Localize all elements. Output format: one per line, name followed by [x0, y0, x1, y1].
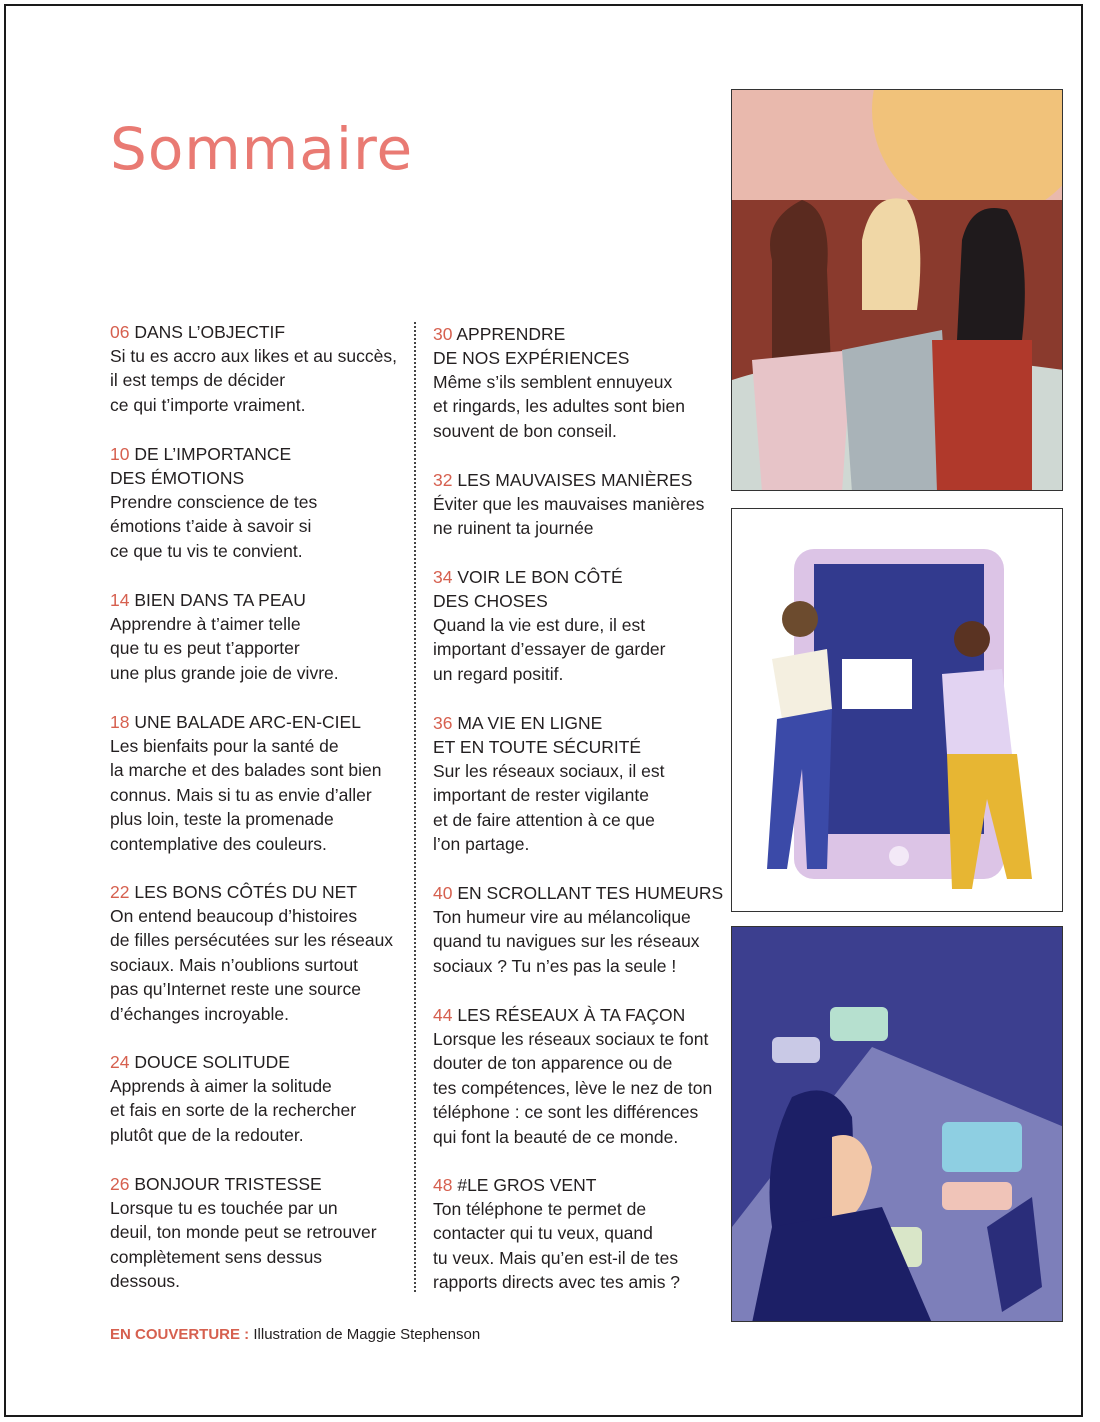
entry-heading — [110, 320, 410, 344]
entry-description-line: et ringards, les adultes sont bien — [433, 396, 685, 417]
entry-title: LES MAUVAISES MANIÈRES — [457, 470, 693, 490]
entry-description-line: plutôt que de la redouter. — [110, 1124, 304, 1145]
entry-heading — [433, 468, 733, 492]
entry-title: DANS L’OBJECTIF — [134, 322, 286, 342]
contents-entry — [433, 322, 733, 443]
entry-title-line2: DES CHOSES — [433, 591, 548, 611]
entry-description-line: ne ruinent ta journée — [433, 518, 594, 539]
entry-title: EN SCROLLANT TES HUMEURS — [457, 883, 724, 903]
illustration-phone-messages — [731, 926, 1063, 1322]
contents-entry — [433, 1173, 733, 1295]
entry-description-line: contacter qui tu veux, quand — [433, 1223, 653, 1244]
page-number: 48 — [433, 1175, 453, 1195]
entry-heading — [110, 442, 410, 466]
page-number: 34 — [433, 567, 453, 587]
entry-description-line: connus. Mais si tu as envie d’aller — [110, 784, 372, 805]
page-number: 06 — [110, 322, 130, 342]
entry-description-line: et de faire attention à ce que — [433, 809, 655, 830]
column-divider — [414, 322, 416, 1292]
entry-heading — [433, 1003, 733, 1027]
page-number: 40 — [433, 883, 453, 903]
entry-description-line: et fais en sorte de la rechercher — [110, 1100, 357, 1121]
contents-entry — [433, 565, 733, 686]
page-number: 18 — [110, 712, 130, 732]
entry-description-line: Prendre conscience de tes — [110, 492, 318, 512]
contents-entry — [433, 711, 733, 857]
entry-description-line: rapports directs avec tes amis ? — [433, 1272, 681, 1293]
entry-description-line: que tu es peut t’apporter — [110, 638, 300, 659]
entry-description-line: contemplative des couleurs. — [110, 833, 327, 854]
entry-description-line: Sur les réseaux sociaux, il est — [433, 761, 665, 781]
entry-description-line: important de rester vigilante — [433, 785, 649, 806]
entry-description-line: sociaux ? Tu n’es pas la seule ! — [433, 955, 677, 976]
entry-description-line: de filles persécutées sur les réseaux — [110, 930, 394, 951]
entry-description-line: Ton téléphone te permet de — [433, 1199, 647, 1219]
page-number: 36 — [433, 713, 453, 733]
contents-entry — [110, 442, 410, 563]
contents-entry — [110, 880, 410, 1026]
entry-heading — [433, 881, 733, 905]
entry-description-line: Quand la vie est dure, il est — [433, 615, 646, 635]
cover-credit-label: EN COUVERTURE : — [110, 1326, 250, 1343]
contents-entry — [433, 1003, 733, 1149]
entry-description-line: deuil, ton monde peut se retrouver — [110, 1222, 377, 1243]
entry-description-line: Éviter que les mauvaises manières — [433, 494, 705, 514]
entry-title: UNE BALADE ARC-EN-CIEL — [134, 712, 361, 732]
entry-description-line: Ton humeur vire au mélancolique — [433, 907, 691, 927]
entry-title-line2: DES ÉMOTIONS — [110, 468, 245, 488]
entry-title: DOUCE SOLITUDE — [134, 1052, 290, 1072]
entry-description-line: important d’essayer de garder — [433, 639, 666, 660]
contents-entry — [110, 588, 410, 685]
entry-description-line: un regard positif. — [433, 663, 564, 684]
entry-description-line: Même s’ils semblent ennuyeux — [433, 372, 673, 392]
page-number: 32 — [433, 470, 453, 490]
entry-heading — [110, 880, 410, 904]
cover-credit-text: Illustration de Maggie Stephenson — [249, 1326, 481, 1343]
entry-title: VOIR LE BON CÔTÉ — [457, 567, 623, 587]
entry-description-line: dessous. — [110, 1271, 181, 1292]
page-number: 30 — [433, 324, 453, 344]
entry-heading — [110, 588, 410, 612]
entry-description-line: émotions t’aide à savoir si — [110, 516, 312, 537]
contents-entry — [433, 881, 733, 978]
page-title: Sommaire — [110, 114, 414, 183]
illustration-phone-people — [731, 508, 1063, 912]
entry-description-line: la marche et des balades sont bien — [110, 760, 382, 781]
illustration-friends — [731, 89, 1063, 491]
cover-credit — [110, 1326, 480, 1343]
entry-title: DE L’IMPORTANCE — [134, 444, 292, 464]
entry-heading — [433, 1173, 733, 1197]
entry-description-line: d’échanges incroyable. — [110, 1003, 290, 1024]
entry-description-line: Apprends à aimer la solitude — [110, 1076, 332, 1096]
entry-description-line: ce qui t’importe vraiment. — [110, 394, 306, 415]
entry-description-line: ce que tu vis te convient. — [110, 540, 303, 561]
entry-description-line: Lorsque les réseaux sociaux te font — [433, 1029, 709, 1049]
entry-description-line: douter de ton apparence ou de — [433, 1053, 673, 1074]
entry-description-line: l’on partage. — [433, 834, 530, 855]
entry-title-line2: ET EN TOUTE SÉCURITÉ — [433, 737, 642, 757]
entry-description-line: tu veux. Mais qu’en est-il de tes — [433, 1247, 679, 1268]
entry-description-line: Les bienfaits pour la santé de — [110, 736, 339, 756]
entry-description-line: complètement sens dessus — [110, 1246, 323, 1267]
entry-description-line: il est temps de décider — [110, 370, 286, 391]
page-number: 22 — [110, 882, 130, 902]
entry-description-line: quand tu navigues sur les réseaux — [433, 931, 700, 952]
entry-title: LES RÉSEAUX À TA FAÇON — [457, 1005, 686, 1025]
entry-title: BIEN DANS TA PEAU — [134, 590, 306, 610]
entry-title: LES BONS CÔTÉS DU NET — [134, 882, 358, 902]
entry-heading — [110, 710, 410, 734]
entry-title: BONJOUR TRISTESSE — [134, 1174, 322, 1194]
entry-title-line2: DE NOS EXPÉRIENCES — [433, 348, 630, 368]
entry-description-line: téléphone : ce sont les différences — [433, 1102, 699, 1123]
entry-heading — [433, 565, 733, 589]
entry-description-line: pas qu’Internet reste une source — [110, 979, 361, 1000]
entry-title: APPRENDRE — [456, 324, 566, 344]
page-number: 24 — [110, 1052, 130, 1072]
entry-title: #LE GROS VENT — [457, 1175, 597, 1195]
entry-description-line: On entend beaucoup d’histoires — [110, 906, 358, 926]
contents-entry — [433, 468, 733, 541]
entry-heading — [433, 322, 733, 346]
entry-description-line: sociaux. Mais n’oublions surtout — [110, 954, 359, 975]
entry-heading — [110, 1050, 410, 1074]
page-number: 14 — [110, 590, 130, 610]
entry-description-line: une plus grande joie de vivre. — [110, 662, 339, 683]
page-number: 44 — [433, 1005, 453, 1025]
entry-heading — [110, 1172, 410, 1196]
contents-entry — [110, 320, 410, 417]
page-number: 26 — [110, 1174, 130, 1194]
entry-description-line: plus loin, teste la promenade — [110, 809, 334, 830]
contents-entry — [110, 1050, 410, 1147]
entry-description-line: Lorsque tu es touchée par un — [110, 1198, 338, 1218]
page-number: 10 — [110, 444, 130, 464]
entry-description-line: Apprendre à t’aimer telle — [110, 614, 301, 634]
entry-description-line: souvent de bon conseil. — [433, 420, 617, 441]
entry-description-line: qui font la beauté de ce monde. — [433, 1126, 679, 1147]
contents-entry — [110, 710, 410, 856]
contents-entry — [110, 1172, 410, 1294]
entry-description-line: Si tu es accro aux likes et au succès, — [110, 346, 397, 366]
entry-heading — [433, 711, 733, 735]
entry-description-line: tes compétences, lève le nez de ton — [433, 1077, 713, 1098]
entry-title: MA VIE EN LIGNE — [457, 713, 603, 733]
